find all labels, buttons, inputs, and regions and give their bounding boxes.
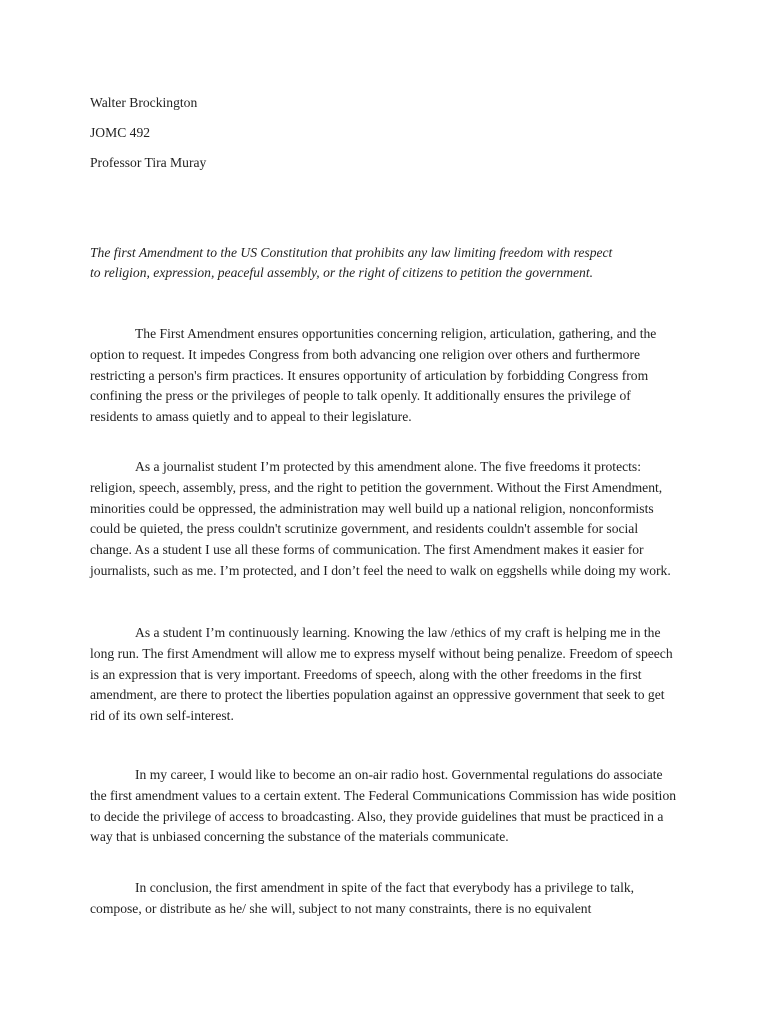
body-paragraph-3: As a student I’m continuously learning. Knowing the law /ethics of my craft is helping me in the long run. The first Amendment will allow me to express myself without being penalize. Freedom of speech is an expression that is very important. Freedoms of speech, along with the other freedoms in the first amendment, are there to protect the liberties population against an oppressive government that seek to get rid of its own self-interest. (90, 625, 673, 724)
subtitle-line-1: The first Amendment to the US Constitution that prohibits any law limiting freedom with respect (90, 245, 613, 260)
body-paragraph-4: In my career, I would like to become an on-air radio host. Governmental regulations do associate the first amendment values to a certain extent. The Federal Communications Commission has wide position to decide the privilege of access to broadcasting. Also, they provide guidelines that must be practiced in a way that is unbiased concerning the substance of the materials communicate. (90, 767, 677, 845)
professor-name: Professor Tira Muray (90, 155, 207, 170)
author-name: Walter Brockington (90, 95, 198, 110)
body-paragraph-2: As a journalist student I’m protected by this amendment alone. The five freedoms it protects: religion, speech, assembly, press, and the right to petition the government. Without the First Amendment, minorities could be oppressed, the administration may well build up a national religion, nonconformists could be quieted, the press couldn't scrutinize government, and residents couldn't assemble for social change. As a student I use all these forms of communication. The first Amendment makes it easier for journalists, such as me. I’m protected, and I don’t feel the need to walk on eggshells while doing my work. (90, 459, 671, 578)
subtitle-line-2: to religion, expression, peaceful assembly, or the right of citizens to petition the government. (90, 265, 594, 280)
body-paragraph-5: In conclusion, the first amendment in spite of the fact that everybody has a privilege to talk, compose, or distribute as he/ she will, subject to not many constraints, there is no equivalent (90, 880, 635, 916)
course-code: JOMC 492 (90, 125, 151, 140)
body-paragraph-1: The First Amendment ensures opportunities concerning religion, articulation, gathering, and the option to request. It impedes Congress from both advancing one religion over others and furthermore restricting a person's firm practices. It ensures opportunity of articulation by forbidding Congress from confining the press or the privileges of people to talk openly. It additionally ensures the privilege of residents to amass quietly and to appeal to their legislature. (90, 326, 657, 425)
